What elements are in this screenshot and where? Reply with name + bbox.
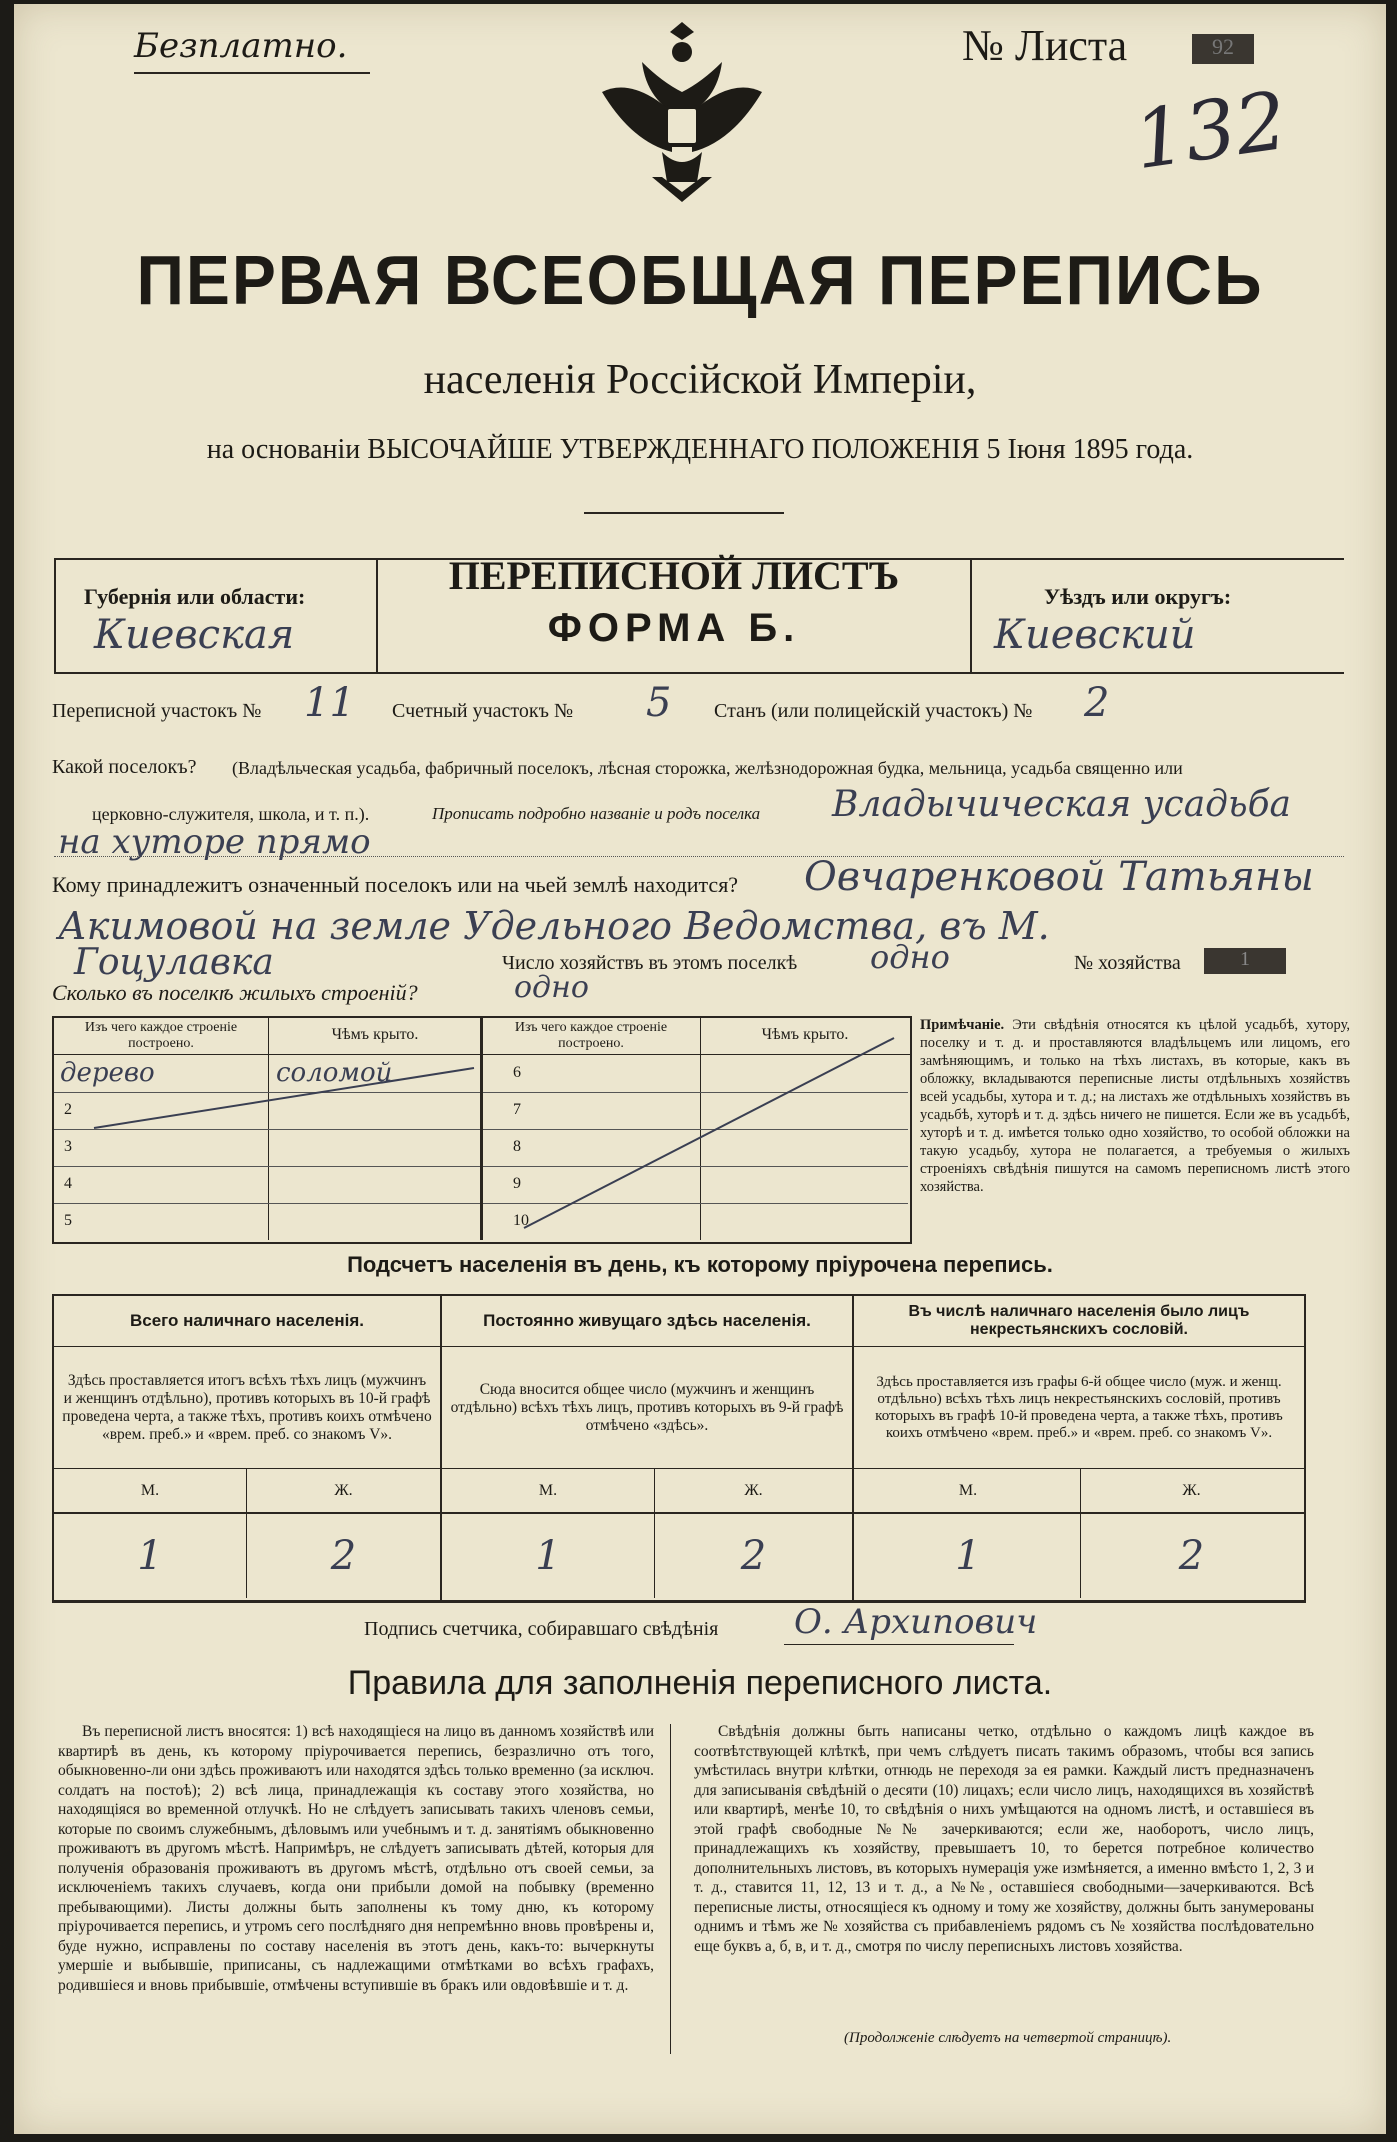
row-number: 7 [513, 1101, 521, 1118]
signature-line [784, 1644, 1014, 1645]
poselok-value-1: Владычическая усадьба [832, 784, 1292, 825]
form-header-bottom-line [54, 672, 1344, 674]
buildings-col2-header: Чѣмъ крыто. [331, 1026, 419, 1043]
poselok-label: Какой поселокъ? [52, 756, 197, 778]
perepis-uchastok-value: 11 [304, 680, 355, 726]
legal-basis: на основаніи ВЫСОЧАЙШЕ УТВЕРЖДЕННАГО ПОЛОЖЕНІЯ 5 Іюня 1895 года. [206, 434, 1194, 465]
count-col3-m-label: М. [958, 1482, 978, 1499]
count-header-line [54, 1346, 1304, 1347]
households-label: Число хозяйствъ въ этомъ поселкѣ [502, 952, 798, 974]
count-desc-line [54, 1468, 1304, 1469]
rules-left-column [58, 1722, 654, 1995]
row-number: 10 [513, 1212, 529, 1229]
title-divider [584, 512, 784, 514]
note-block [920, 1016, 1350, 1196]
sheet-number-handwritten: 132 [1128, 73, 1293, 188]
row-number: 4 [64, 1175, 72, 1192]
count-col-divider-2 [852, 1294, 854, 1600]
signature-value: О. Архипович [794, 1602, 1038, 1642]
sheet-number-old: 92 [1192, 34, 1254, 64]
household-no-value: 1 [1204, 948, 1286, 974]
count-col2-f-value: 2 [740, 1533, 767, 1579]
stan-label: Станъ (или полицейскій участокъ) № [714, 700, 1033, 722]
owner-value-1: Овчаренковой Татьяны [804, 854, 1314, 900]
schet-uchastok-value: 5 [646, 680, 672, 726]
count-col2-header: Постоянно живущаго здѣсь населенія. [483, 1311, 811, 1330]
owner-value-3: Гоцулавка [74, 942, 274, 983]
rules-right-text: Свѣдѣнія должны быть написаны четко, отдѣльно о каждомъ лицѣ каждое въ соотвѣтствующей клѣткѣ, при чемъ слѣдуетъ писать такимъ образомъ, чтобы вся запись умѣстилась внутри клѣтки, отнюдь не переходя за ея рамки. Каждый листъ предназначенъ для записыванія свѣдѣній о десяти (10) лицахъ; если число лицъ, находящихся въ хозяйствѣ или квартирѣ, менѣе 10, то свѣдѣнія о нихъ умѣщаются на одномъ листѣ, и оставшіеся въ этой графѣ свободные №№ зачеркиваются; если же, наоборотъ, число лицъ, принадлежащихъ къ хозяйству, превышаетъ 10, то берется потребное количество дополнительныхъ листовъ, въ которыхъ нумерація уже измѣняется, а именно вмѣсто 1, 2, 3 и т. д., ставится 11, 12, 13 и т. д., а №№, оставшіеся свободными—зачеркиваются. Всѣ переписные листы, относящіеся къ одному и тому же хозяйству, должны быть занумерованы однимъ и тѣмъ же № хозяйства съ прибавленіемъ рядомъ съ № хозяйства послѣдовательно еще буквъ а, б, в, и т. д., смотря по числу переписныхъ листовъ хозяйства. [694, 1723, 1314, 1955]
buildings-col1-header: Изъ чего каждое строеніе построено. [84, 1020, 238, 1051]
note-text: Эти свѣдѣнія относятся къ цѣлой усадьбѣ, хутору, поселку и т. д. и проставляются владѣльцемъ или лицомъ, его замѣняющимъ, и только на тѣхъ листахъ, въ которые, какъ въ обложку, вкладываются переписные листы отдѣльныхъ хозяйствъ всей усадьбы, хутора и т. д.; на листахъ же отдѣльныхъ хозяйствъ въ усадьбѣ, хуторѣ и т. д. здѣсь ничего не пишется. Если же въ усадьбѣ, хуторѣ и т. д. имѣется только одно хозяйство, то особой обложки на такую усадьбу, хутора не полагается, а требуемыя о жилыхъ строеніяхъ свѣдѣнія пишутся на самомъ переписномъ листѣ этого хозяйства. [920, 1017, 1351, 1195]
rules-title: Правила для заполненія переписного листа. [347, 1664, 1053, 1702]
schet-uchastok-label: Счетный участокъ № [392, 700, 574, 722]
buildings-value: одно [514, 970, 589, 1005]
page-title: ПЕРВАЯ ВСЕОБЩАЯ ПЕРЕПИСЬ [136, 241, 1264, 319]
count-col2-f-label: Ж. [744, 1482, 763, 1499]
owner-value-2: Акимовой на земле Удельного Ведомства, въ М. [58, 904, 1050, 948]
rules-left-text: Въ переписной листъ вносятся: 1) всѣ находящіеся на лицо въ данномъ хозяйствѣ или квартирѣ въ день, къ которому пріурочивается перепись, безразлично отъ того, обыкновенно-ли они здѣсь проживаютъ или находятся здѣсь только временно (за исключ. солдатъ на постоѣ); 2) всѣ лица, принадлежащія къ составу этого хозяйства, но находящіяся во временной отлучкѣ. Но не слѣдуетъ записывать такихъ членовъ семьи, которые по своимъ служебнымъ, дѣловымъ или учебнымъ и т. д. занятіямъ обыкновенно проживаютъ въ другомъ мѣстѣ. Напримѣръ, не слѣдуетъ записывать дѣтей, которыя для полученія образованія проживаютъ въ другомъ мѣстѣ, отдѣльно отъ своей семьи, за исключеніемъ такихъ случаевъ, когда они прибыли домой на побывку (временно пребывающими). Листы должны быть заполнены къ тому дню, къ которому пріурочивается перепись, и утромъ сего послѣдняго дня непремѣнно вновь провѣрены и, буде нужно, исправлены по составу населенія въ этотъ день, какъ-то: вычеркнуты умершіе и выбывшіе, приписаны, съ надлежащими отмѣтками во всѣхъ графахъ, родившіеся и вновь прибывшіе, отмѣчены вступившіе въ бракъ или овдовѣвшіе и т. д. [58, 1723, 654, 1994]
count-col2-desc: Сюда вносится общее число (мужчинъ и женщинъ отдѣльно) всѣхъ тѣхъ лицъ, противъ которыхъ въ 9-й графѣ отмѣчено «здѣсь». [450, 1381, 844, 1434]
count-col1-m-label: М. [140, 1482, 160, 1499]
uezd-value: Киевский [994, 612, 1196, 658]
double-eagle-emblem-icon [582, 12, 782, 212]
household-no-label: № хозяйства [1074, 952, 1181, 974]
count-col3-m-value: 1 [955, 1533, 981, 1579]
count-col1-f-label: Ж. [334, 1482, 353, 1499]
count-col1-f-value: 2 [330, 1533, 357, 1579]
row-number: 3 [64, 1138, 72, 1155]
buildings-label: Сколько въ поселкѣ жилыхъ строеній? [52, 980, 418, 1005]
count-col3-desc: Здѣсь проставляется изъ графы 6-й общее число (муж. и женщ. отдѣльно) всѣхъ тѣхъ лицъ некрестьянскихъ сословій, противъ которыхъ въ графѣ 10-й проведена черта, а также тѣхъ, противъ коихъ отмѣчено «врем. преб.» и «врем. преб. со знакомъ V». [875, 1374, 1283, 1441]
rules-divider [670, 1724, 671, 2054]
poselok-hint-3: Прописать подробно названіе и родъ поселка [432, 804, 761, 823]
signature-label: Подпись счетчика, собиравшаго свѣдѣнія [364, 1618, 719, 1640]
poselok-value-2: на хуторе прямо [58, 822, 371, 862]
census-form-page [14, 4, 1386, 2134]
row-number: 8 [513, 1138, 521, 1155]
sheet-number-label: № Листа [962, 21, 1128, 70]
count-col3-f-label: Ж. [1182, 1482, 1201, 1499]
note-title: Примѣчаніе. [920, 1017, 1005, 1033]
households-value: одно [870, 938, 950, 976]
owner-label: Кому принадлежитъ означенный поселокъ или на чьей землѣ находится? [52, 872, 739, 897]
count-col3-f-value: 2 [1178, 1533, 1205, 1579]
poselok-hint-1: (Владѣльческая усадьба, фабричный поселокъ, лѣсная сторожка, желѣзнодорожная будка, мельница, усадьба священно или [232, 758, 1183, 778]
row-number: 9 [513, 1175, 521, 1192]
stan-value: 2 [1084, 680, 1110, 726]
count-title: Подсчетъ населенія въ день, къ которому пріурочена перепись. [347, 1252, 1053, 1277]
row-number: 5 [64, 1212, 72, 1229]
gubernia-label: Губернія или области: [84, 584, 306, 609]
count-col1-m-value: 1 [137, 1533, 163, 1579]
cross-out-strokes [54, 1018, 910, 1240]
buildings-col3-header: Изъ чего каждое строеніе построено. [514, 1020, 668, 1051]
free-label: Безплатно. [134, 26, 348, 66]
count-col3-header: Въ числѣ наличнаго населенія было лицъ некрестьянскихъ сословій. [908, 1303, 1250, 1338]
row-roof: соломой [276, 1058, 393, 1088]
row-material: дерево [60, 1058, 155, 1088]
count-col2-m-value: 1 [535, 1533, 561, 1579]
form-header-divider-2 [970, 558, 972, 672]
row-number: 2 [64, 1101, 72, 1118]
form-title: ПЕРЕПИСНОЙ ЛИСТЪ [448, 553, 900, 598]
rules-right-column [694, 1722, 1314, 1956]
count-col1-desc: Здѣсь проставляется итогъ всѣхъ тѣхъ лицъ (мужчинъ и женщинъ отдѣльно), противъ которыхъ въ 10-й графѣ проведена черта, а также тѣхъ, противъ коихъ отмѣчено «врем. преб.» и «врем. преб. со знакомъ V». [62, 1372, 432, 1443]
uezd-label: Уѣздъ или округъ: [1044, 584, 1232, 609]
count-col2-m-label: М. [538, 1482, 558, 1499]
gubernia-value: Киевская [94, 612, 295, 658]
form-subtitle: ФОРМА Б. [547, 606, 801, 650]
count-col1-header: Всего наличнаго населенія. [130, 1311, 364, 1330]
form-header-left-line [54, 558, 56, 672]
row-number: 6 [513, 1064, 521, 1081]
buildings-col4-header: Чѣмъ крыто. [761, 1026, 849, 1043]
free-underline [134, 72, 370, 74]
perepis-uchastok-label: Переписной участокъ № [52, 700, 262, 722]
page-subtitle: населенія Россійской Имперіи, [423, 357, 977, 403]
poselok-hint-2: церковно-служителя, школа, и т. п.). [92, 804, 370, 824]
rules-continued: (Продолженіе слѣдуетъ на четвертой страницѣ). [844, 2030, 1172, 2046]
